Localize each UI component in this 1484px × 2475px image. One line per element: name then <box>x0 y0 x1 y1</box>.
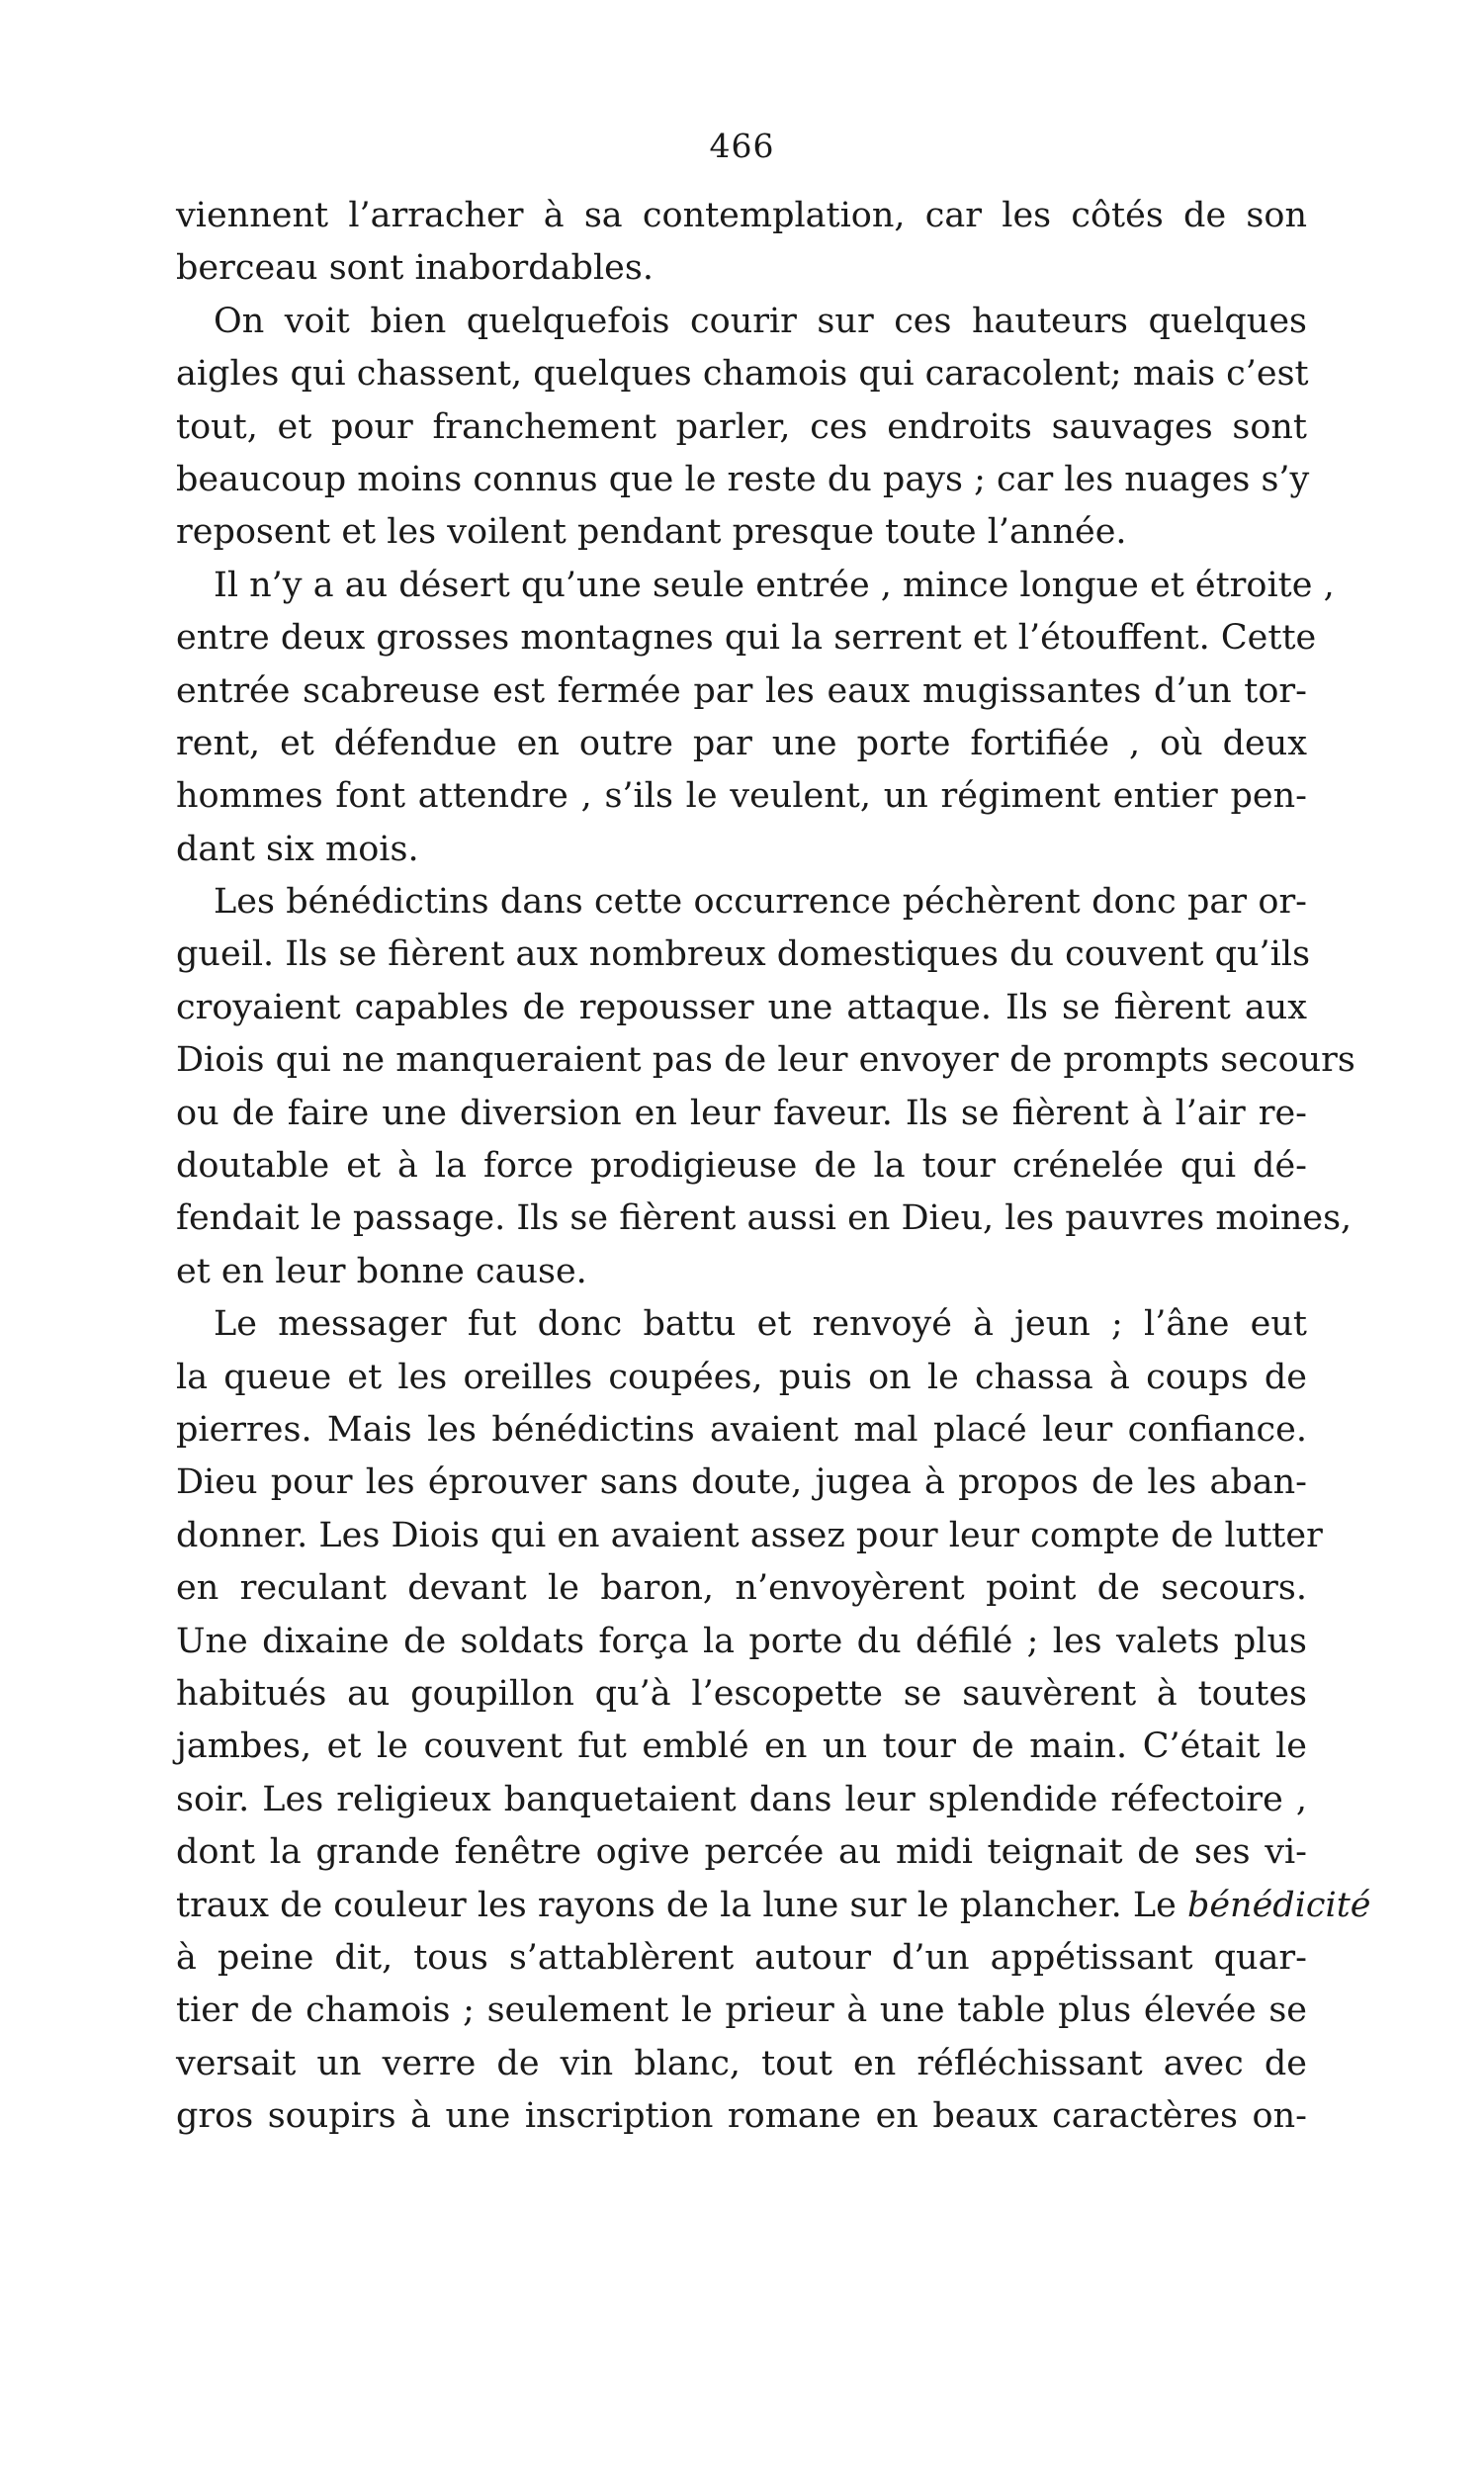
text-line: hommes font attendre , s’ils le veulent, un régiment entier pen- <box>176 776 1307 817</box>
text-line: reposent et les voilent pendant presque toute l’année. <box>176 512 1127 553</box>
text-line: dant six mois. <box>176 829 419 869</box>
text-line: Il n’y a au désert qu’une seule entrée , mince longue et étroite , <box>214 565 1335 605</box>
text-line: habitués au goupillon qu’à l’escopette se sauvèrent à toutes <box>176 1673 1307 1714</box>
text-line: gros soupirs à une inscription romane en beaux caractères on- <box>176 2096 1307 2137</box>
text-line <box>176 1880 1371 1932</box>
italic-word: bénédicité <box>1186 1885 1371 1925</box>
text-line: croyaient capables de repousser une attaque. Ils se fièrent aux <box>176 987 1307 1027</box>
text-line: Le messager fut donc battu et renvoyé à jeun ; l’âne eut <box>214 1304 1307 1345</box>
text-line: On voit bien quelquefois courir sur ces hauteurs quelques <box>214 301 1307 341</box>
text-line: donner. Les Diois qui en avaient assez pour leur compte de lutter <box>176 1515 1323 1555</box>
text-line-part: traux de couleur les rayons de la lune sur le plancher. Le <box>176 1885 1177 1925</box>
text-line: à peine dit, tous s’attablèrent autour d’un appétissant quar- <box>176 1937 1307 1978</box>
text-line: fendait le passage. Ils se fièrent aussi en Dieu, les pauvres moines, <box>176 1198 1353 1239</box>
text-line: versait un verre de vin blanc, tout en réfléchissant avec de <box>176 2043 1307 2083</box>
text-line: rent, et défendue en outre par une porte fortifiée , où deux <box>176 723 1307 763</box>
page-number: 466 <box>709 127 775 165</box>
text-line: viennent l’arracher à sa contemplation, car les côtés de son <box>176 196 1307 235</box>
text-line: pierres. Mais les bénédictins avaient mal placé leur confiance. <box>176 1409 1307 1450</box>
text-line: tout, et pour franchement parler, ces endroits sauvages sont <box>176 406 1307 447</box>
text-line: la queue et les oreilles coupées, puis on le chassa à coups de <box>176 1357 1307 1397</box>
text-line: jambes, et le couvent fut emblé en un tour de main. C’était le <box>176 1726 1307 1767</box>
text-line: gueil. Ils se fièrent aux nombreux domestiques du couvent qu’ils <box>176 934 1311 975</box>
text-line: tier de chamois ; seulement le prieur à une table plus élevée se <box>176 1990 1307 2031</box>
text-line: dont la grande fenêtre ogive percée au midi teignait de ses vi- <box>176 1832 1307 1873</box>
text-line: et en leur bonne cause. <box>176 1251 587 1291</box>
text-line: Dieu pour les éprouver sans doute, jugea à propos de les aban- <box>176 1462 1307 1503</box>
text-line: doutable et à la force prodigieuse de la tour crénelée qui dé- <box>176 1146 1307 1187</box>
text-line: en reculant devant le baron, n’envoyèrent point de secours. <box>176 1568 1307 1609</box>
text-line: Les bénédictins dans cette occurrence péchèrent donc par or- <box>214 882 1307 923</box>
text-line: aigles qui chassent, quelques chamois qui caracolent; mais c’est <box>176 354 1309 395</box>
text-line: entrée scabreuse est fermée par les eaux mugissantes d’un tor- <box>176 670 1307 711</box>
text-line: Une dixaine de soldats força la porte du défilé ; les valets plus <box>176 1621 1307 1661</box>
text-line: soir. Les religieux banquetaient dans leur splendide réfectoire , <box>176 1779 1307 1819</box>
text-line: beaucoup moins connus que le reste du pays ; car les nuages s’y <box>176 459 1310 499</box>
text-line: Diois qui ne manqueraient pas de leur envoyer de prompts secours <box>176 1040 1355 1081</box>
body-text <box>176 190 1371 2143</box>
text-line: entre deux grosses montagnes qui la serrent et l’étouffent. Cette <box>176 618 1317 659</box>
text-line: ou de faire une diversion en leur faveur. Ils se fièrent à l’air re- <box>176 1093 1307 1133</box>
text-line: berceau sont inabordables. <box>176 248 654 289</box>
